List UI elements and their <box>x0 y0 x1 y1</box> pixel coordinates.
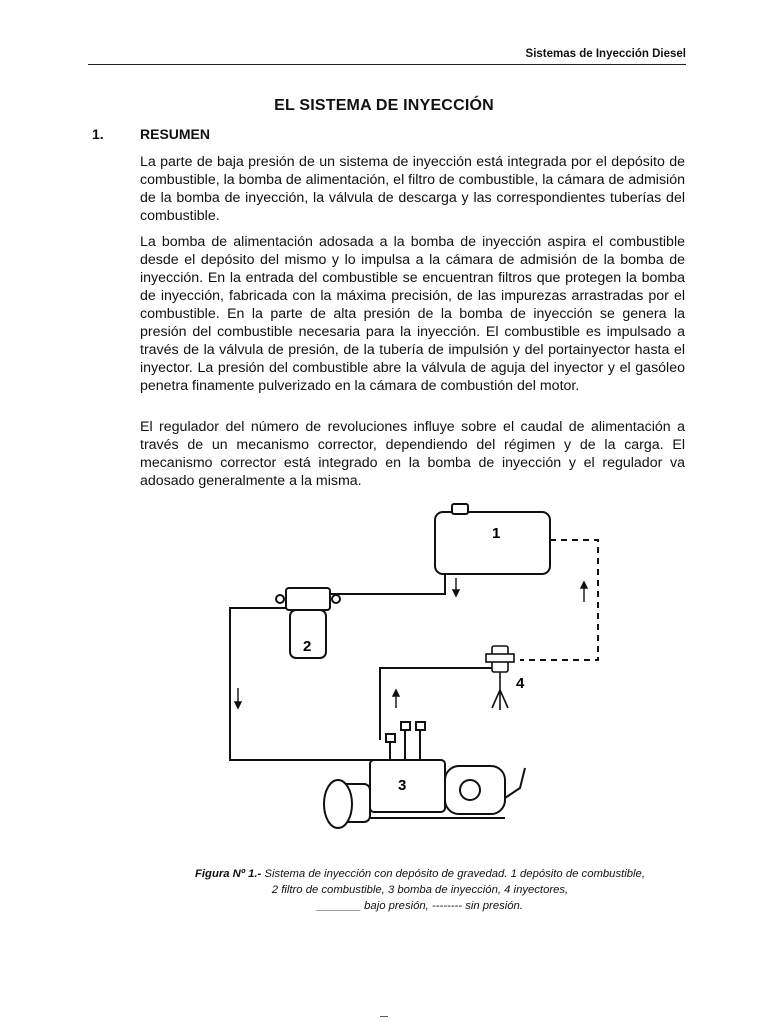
section-title: RESUMEN <box>140 126 211 142</box>
label-filter: 2 <box>303 638 312 655</box>
caption-text-1: Sistema de inyección con depósito de gravedad. 1 depósito de combustible, <box>261 868 645 880</box>
label-tank: 1 <box>492 525 501 542</box>
pipe-pump-to-injector <box>380 658 495 740</box>
label-injector: 4 <box>516 675 525 692</box>
injector <box>486 646 514 710</box>
label-pump: 3 <box>398 777 407 794</box>
caption-line-1 <box>150 866 690 882</box>
paragraph-1: La parte de baja presión de un sistema de inyección está integrada por el depósito de combustible, la bomba de alimentación, el filtro de combustible, la cámara de admisión de la bomba de inyección, la válvula de descarga y las correspondientes tuberías del combustible. <box>140 154 685 224</box>
running-header: Sistemas de Inyección Diesel <box>525 48 686 60</box>
injection-pump <box>324 722 525 828</box>
section-number: 1. <box>92 126 104 142</box>
injection-system-diagram <box>220 498 600 860</box>
header-rule <box>88 64 686 65</box>
caption-line-3: _______ bajo presión, -------- sin presión. <box>317 900 523 912</box>
caption-line-2: 2 filtro de combustible, 3 bomba de inyección, 4 inyectores, <box>271 884 569 896</box>
pipe-tank-to-filter <box>330 574 445 594</box>
paragraph-3: El regulador del número de revoluciones influye sobre el caudal de alimentación a través de un mecanismo corrector, dependiendo del régimen y de la carga. El mecanismo corrector está integrado en la bomba de inyección y el regulador va adosado generalmente a la misma. <box>140 419 685 489</box>
page-mark <box>380 1016 388 1017</box>
page-title: EL SISTEMA DE INYECCIÓN <box>274 97 494 114</box>
caption-prefix: Figura Nº 1.- <box>195 868 262 880</box>
paragraph-2: La bomba de alimentación adosada a la bomba de inyección aspira el combustible desde el depósito del mismo y lo impulsa a la cámara de admisión de la bomba de inyección. En la entrada del combustible se encuentran filtros que protegen la bomba de inyección, fabricada con la máxima precisión, de las impurezas arrastradas por el combustible. En la parte de alta presión de la bomba de inyección se genera la presión del combustible necesaria para la inyección. El combustible es impulsado a través de la válvula de presión, de la tubería de impulsión y del portainyector hasta el inyector. La presión del combustible abre la válvula de aguja del inyector y el gasóleo penetra finamente pulverizado en la cámara de combustión del motor. <box>140 234 685 394</box>
figure-caption <box>150 866 690 914</box>
